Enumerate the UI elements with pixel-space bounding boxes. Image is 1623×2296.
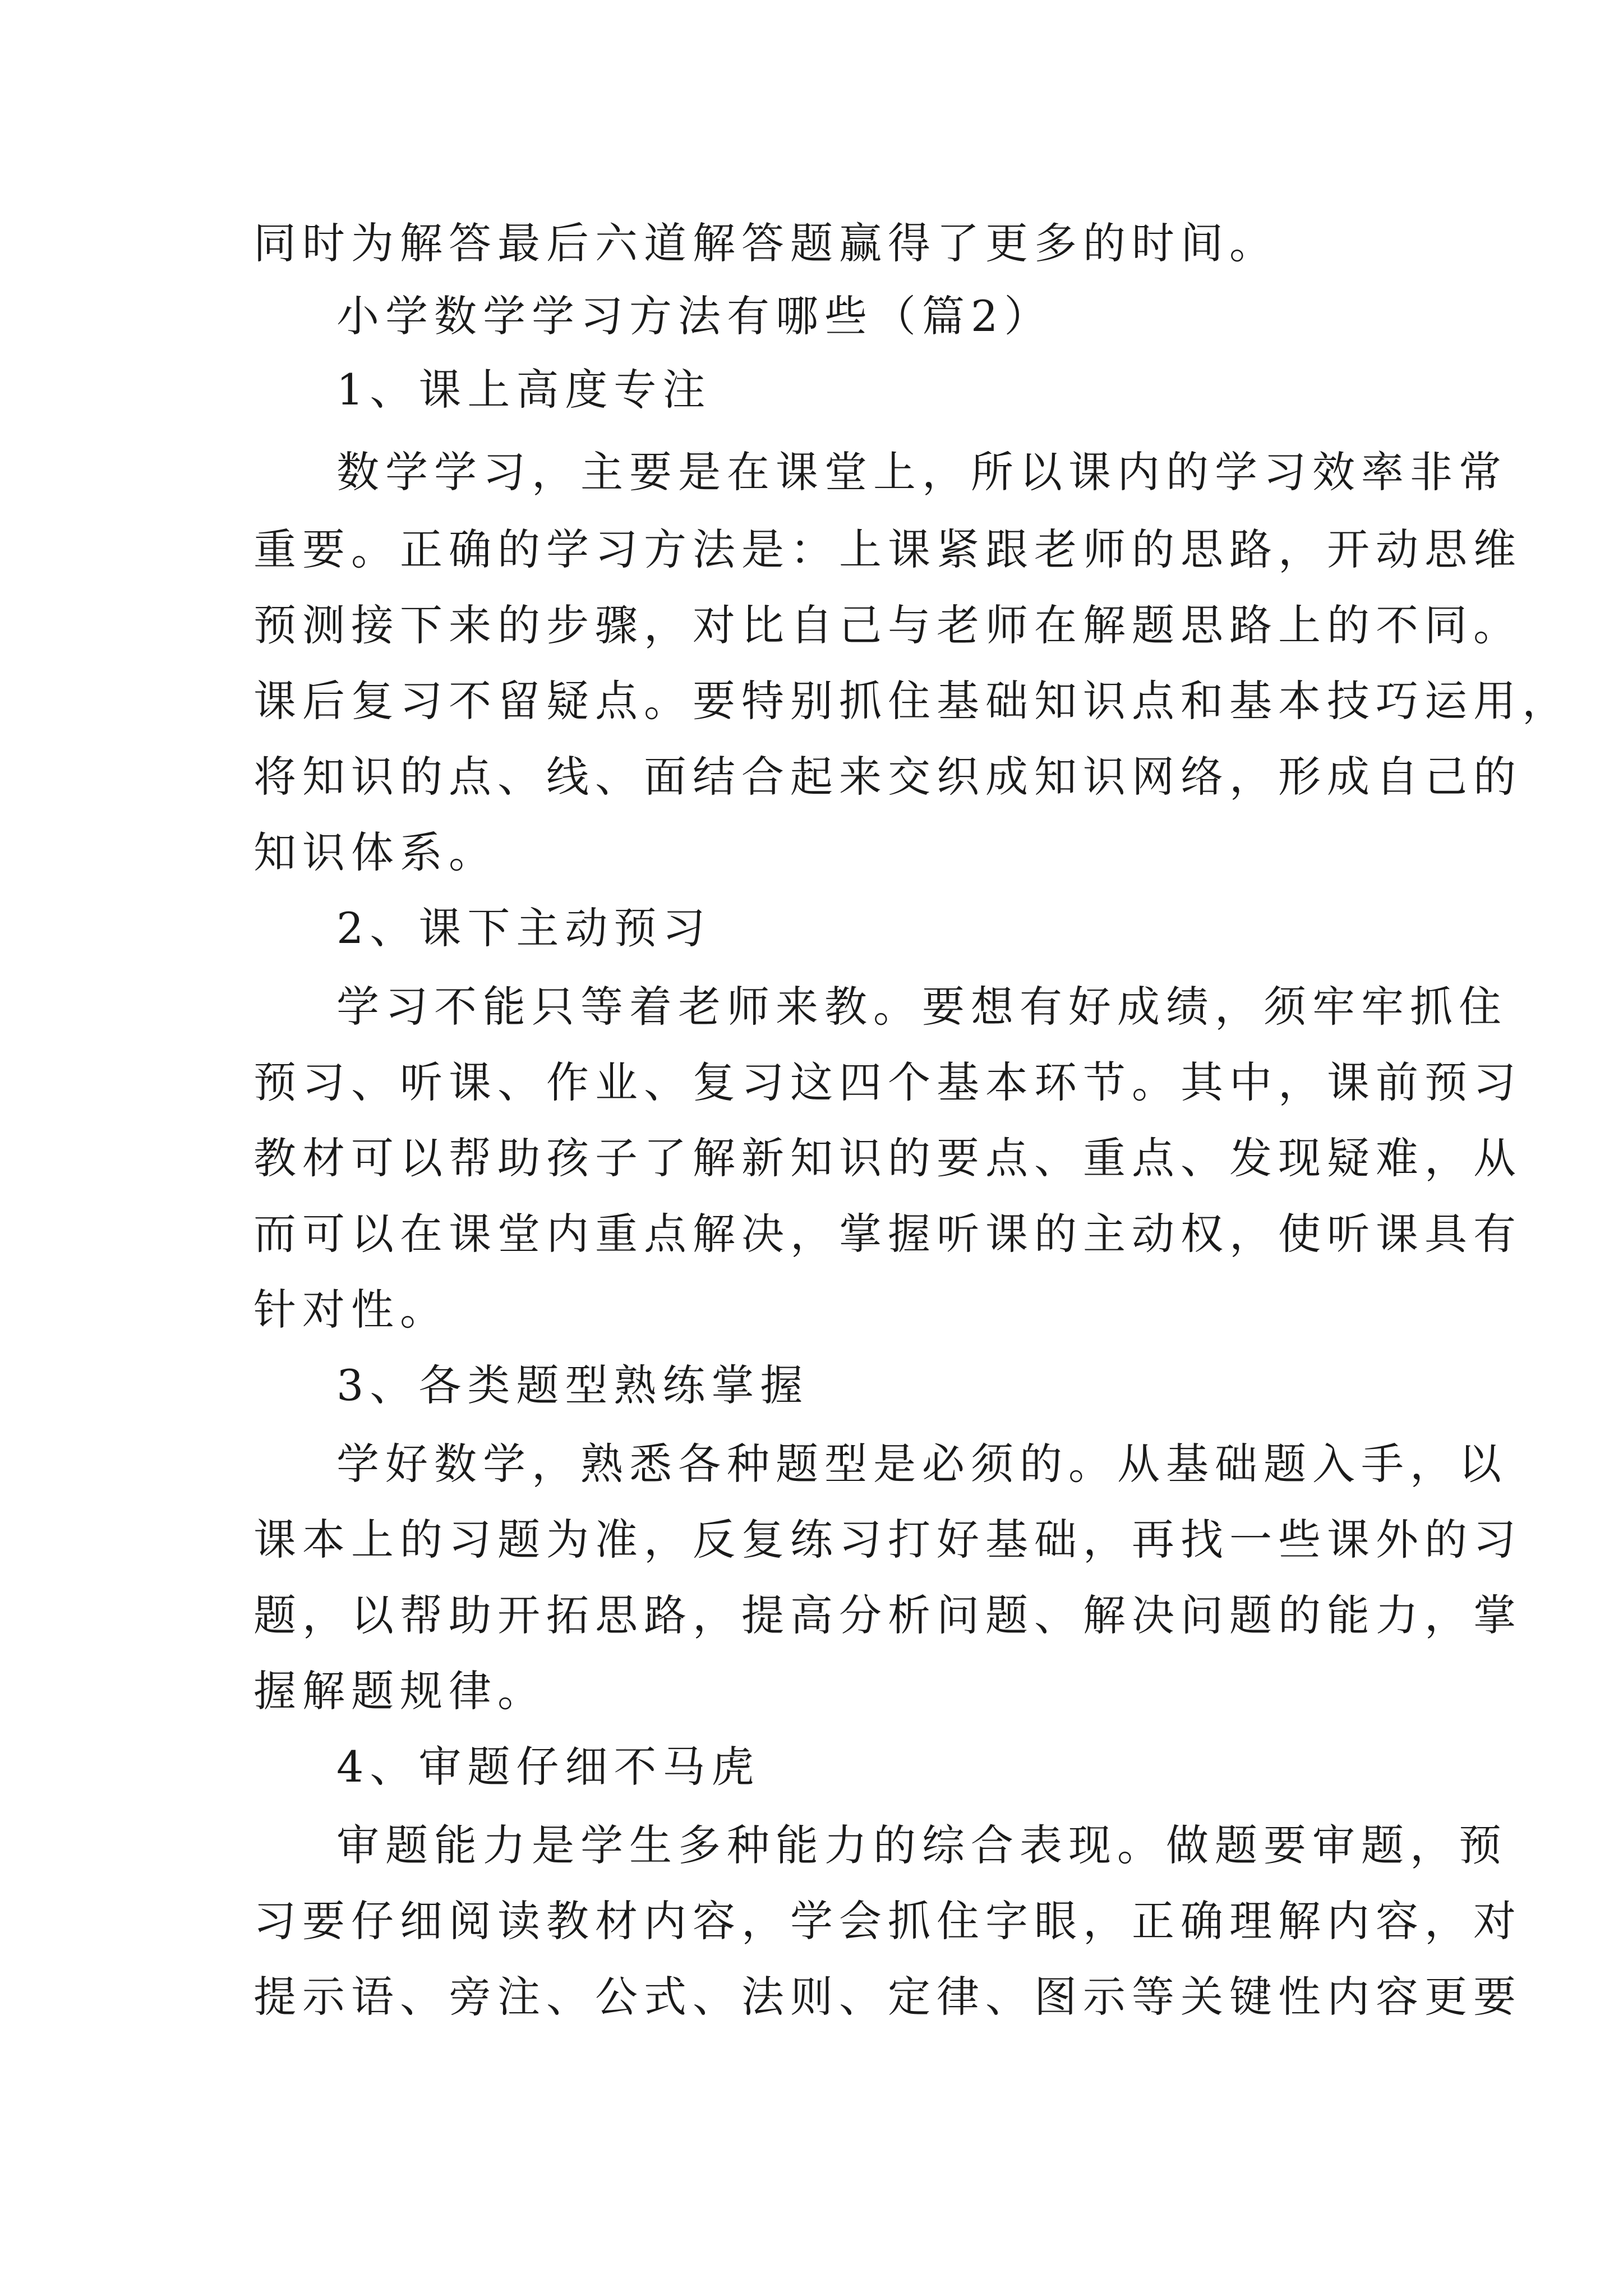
paragraph-line: 题，以帮助开拓思路，提高分析问题、解决问题的能力，掌 bbox=[253, 1590, 1522, 1640]
paragraph-line: 审题能力是学生多种能力的综合表现。做题要审题，预 bbox=[336, 1820, 1507, 1870]
paragraph-line: 针对性。 bbox=[253, 1285, 449, 1335]
paragraph-line: 数学学习，主要是在课堂上，所以课内的学习效率非常 bbox=[336, 447, 1507, 497]
subheading: 3、各类题型熟练掌握 bbox=[336, 1360, 809, 1410]
paragraph-line: 预习、听课、作业、复习这四个基本环节。其中，课前预习 bbox=[253, 1057, 1522, 1107]
subheading: 1、课上高度专注 bbox=[336, 365, 712, 415]
paragraph-line: 课本上的习题为准，反复练习打好基础，再找一些课外的习 bbox=[253, 1515, 1522, 1565]
subheading: 4、审题仔细不马虎 bbox=[336, 1742, 760, 1792]
paragraph-line: 重要。正确的学习方法是：上课紧跟老师的思路，开动思维 bbox=[253, 524, 1522, 574]
subheading: 2、课下主动预习 bbox=[336, 903, 712, 953]
paragraph-line: 教材可以帮助孩子了解新知识的要点、重点、发现疑难，从 bbox=[253, 1133, 1522, 1183]
paragraph-line: 握解题规律。 bbox=[253, 1666, 546, 1716]
paragraph-line: 课后复习不留疑点。要特别抓住基础知识点和基本技巧运用， bbox=[253, 676, 1571, 726]
paragraph-line: 提示语、旁注、公式、法则、定律、图示等关键性内容更要 bbox=[253, 1972, 1522, 2022]
section-title: 小学数学学习方法有哪些（篇2） bbox=[336, 291, 1053, 341]
paragraph-line: 而可以在课堂内重点解决，掌握听课的主动权，使听课具有 bbox=[253, 1209, 1522, 1259]
paragraph-line: 习要仔细阅读教材内容，学会抓住字眼，正确理解内容，对 bbox=[253, 1896, 1522, 1946]
paragraph-line: 将知识的点、线、面结合起来交织成知识网络，形成自己的 bbox=[253, 752, 1522, 802]
paragraph-line: 学好数学，熟悉各种题型是必须的。从基础题入手，以 bbox=[336, 1439, 1507, 1489]
paragraph-line: 学习不能只等着老师来教。要想有好成绩，须牢牢抓住 bbox=[336, 982, 1507, 1032]
paragraph-line: 同时为解答最后六道解答题赢得了更多的时间。 bbox=[253, 218, 1278, 268]
paragraph-line: 预测接下来的步骤，对比自己与老师在解题思路上的不同。 bbox=[253, 600, 1522, 650]
paragraph-line: 知识体系。 bbox=[253, 827, 497, 877]
